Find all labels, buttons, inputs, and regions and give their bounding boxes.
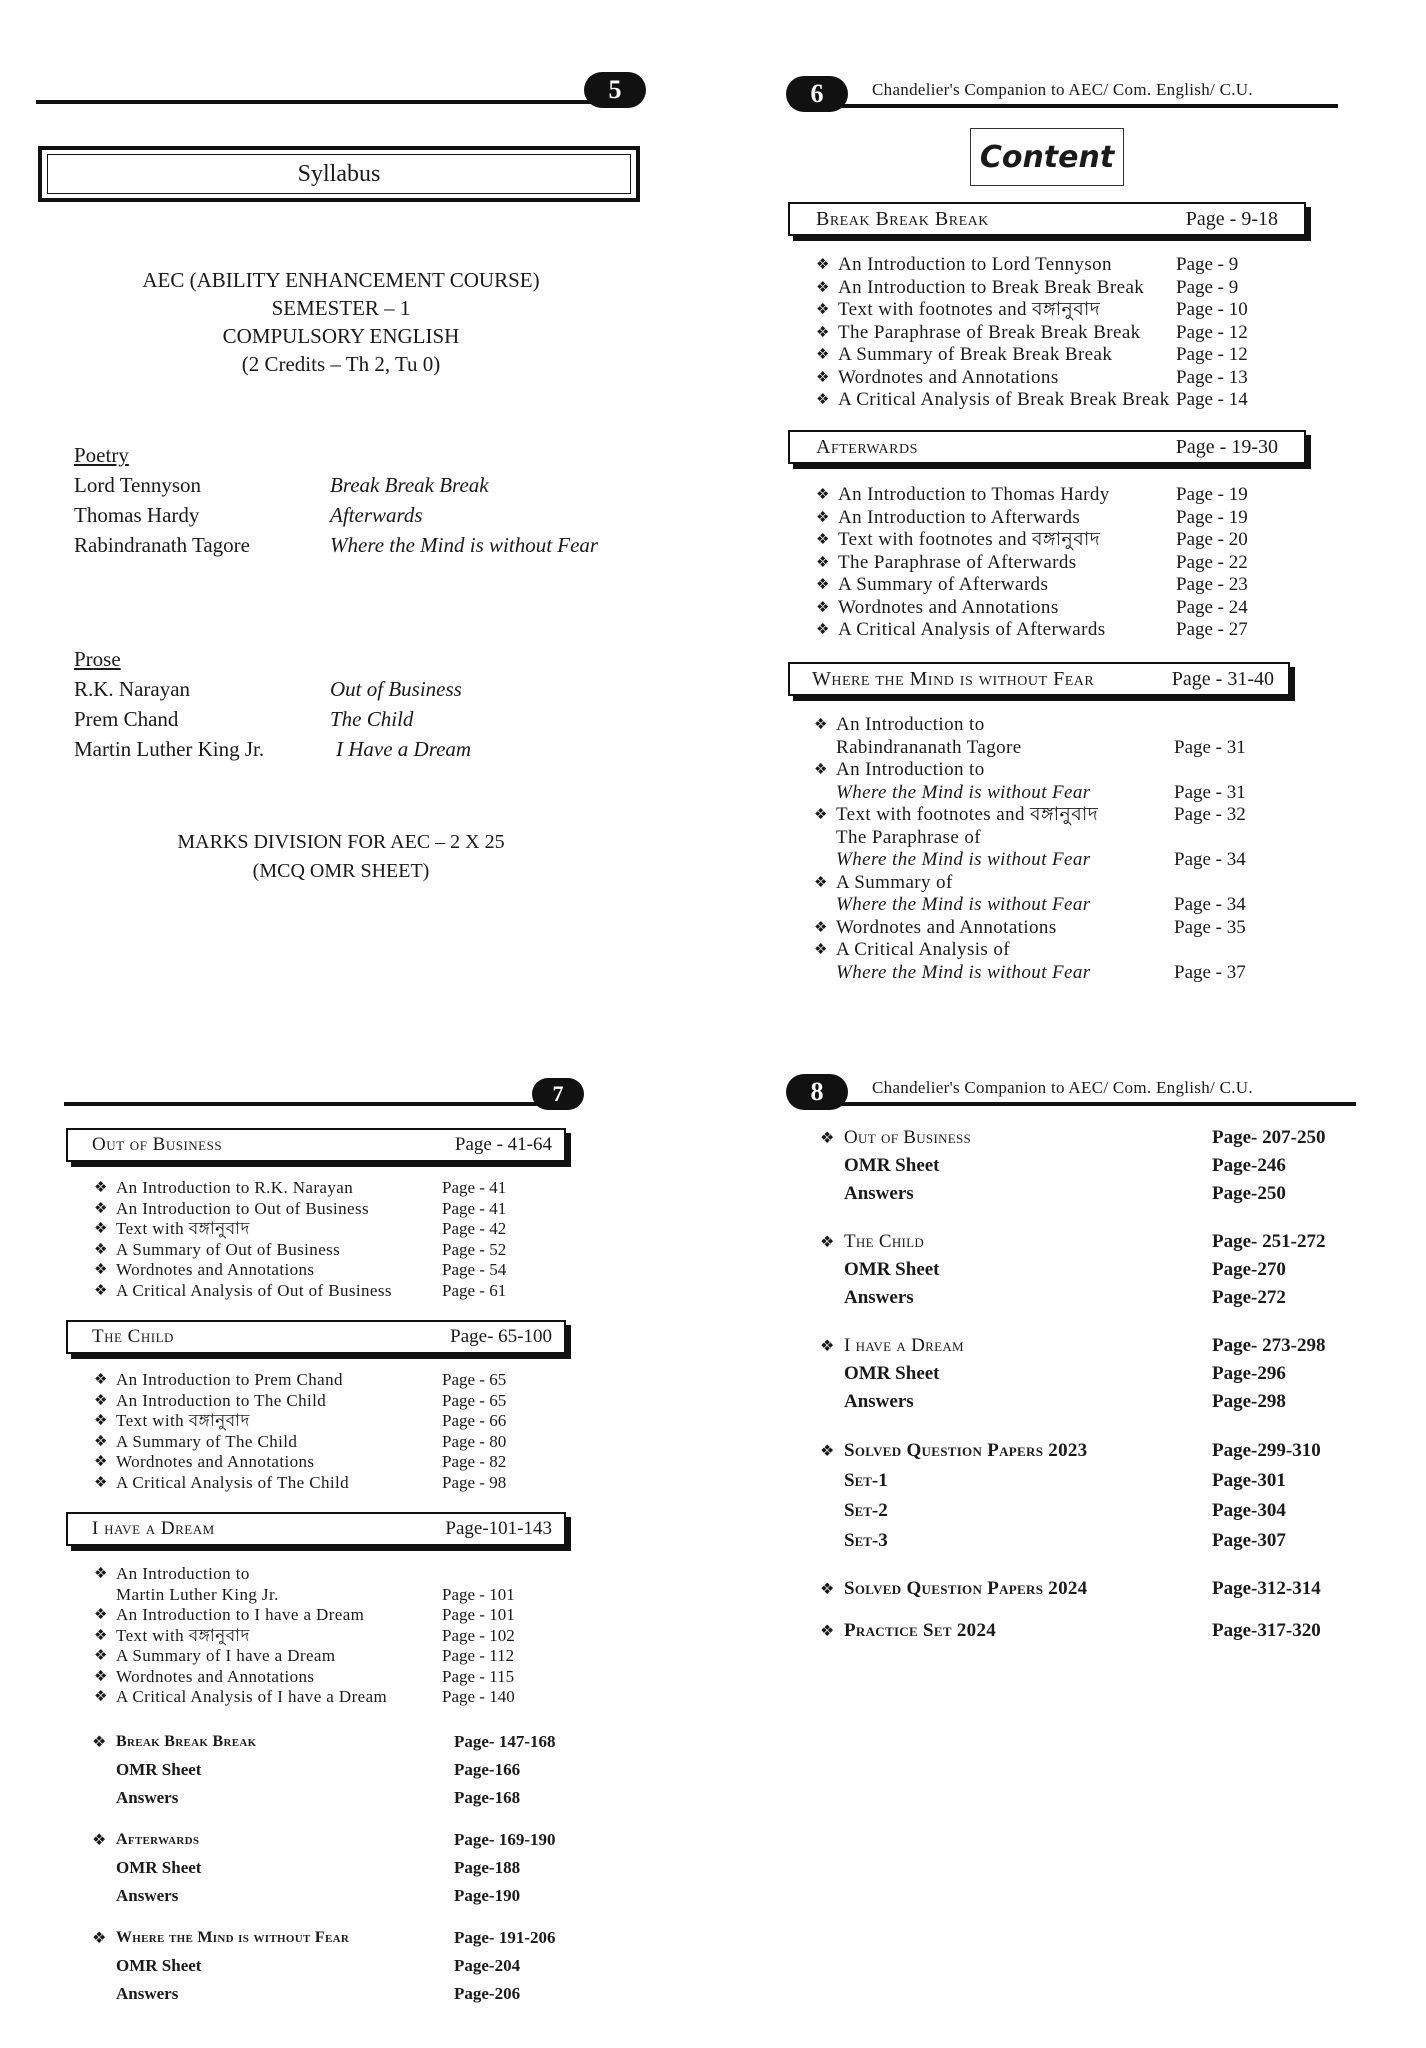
toc-item: Rabindrananath Tagore Page - 31 — [836, 736, 1246, 758]
bullet-icon: ❖ — [816, 347, 830, 363]
page-header — [786, 72, 1338, 112]
toc-item: ❖ An Introduction to Out of Business Page - 41 — [94, 1198, 507, 1218]
toc-item: ❖ An Introduction to Lord Tennyson Page - 9 — [816, 254, 1239, 275]
section-header-out-of-business — [66, 1128, 566, 1162]
toc-item: ❖ A Summary of The Child Page - 80 — [94, 1431, 507, 1451]
toc-item: ❖ An Introduction to Thomas Hardy Page - 19 — [816, 484, 1248, 505]
bullet-icon: ❖ — [816, 577, 830, 593]
work: I Have a Dream — [336, 737, 472, 761]
bullet-icon: ❖ — [94, 1566, 108, 1582]
section-header-afterwards — [788, 430, 1306, 464]
toc-item: ❖ An Introduction to Prem Chand Page - 65 — [94, 1370, 507, 1389]
toc-item: ❖ Text with বঙ্গানুবাদ Page - 66 — [94, 1411, 507, 1430]
toc-item: ❖ Wordnotes and Annotations Page - 54 — [94, 1260, 507, 1279]
bullet-icon: ❖ — [92, 1832, 107, 1849]
bullet-icon: ❖ — [92, 1930, 107, 1947]
bullet-icon: ❖ — [820, 1581, 835, 1598]
toc-item: ❖ A Summary of Break Break Break Page - 12 — [816, 344, 1248, 365]
section-header-the-child — [66, 1320, 566, 1354]
bullet-icon: ❖ — [816, 554, 830, 571]
mcq-group: ❖ The Child Page- 251-272 OMR Sheet Page-270 Answers Page-272 — [820, 1231, 1326, 1308]
syllabus-row — [74, 530, 598, 560]
poetry-section — [74, 440, 598, 560]
bullet-icon: ❖ — [820, 1443, 835, 1460]
work: Break Break Break — [330, 473, 489, 497]
bullet-icon: ❖ — [816, 302, 830, 318]
toc-item: ❖ An Introduction to Afterwards Page - 19 — [816, 506, 1248, 528]
bullet-icon: ❖ — [816, 279, 830, 296]
page-header — [64, 1070, 584, 1110]
author: Rabindranath Tagore — [74, 533, 250, 557]
prose-section — [74, 644, 471, 764]
bullet-icon: ❖ — [816, 369, 830, 386]
syllabus-row — [74, 500, 598, 530]
bullet-icon: ❖ — [94, 1241, 108, 1258]
author: R.K. Narayan — [74, 677, 191, 701]
marks-line: MARKS DIVISION FOR AEC – 2 X 25 — [177, 831, 505, 853]
bullet-icon: ❖ — [816, 622, 830, 638]
toc-item: ❖ The Paraphrase of Break Break Break Page - 12 — [816, 321, 1248, 343]
header-rule — [36, 100, 616, 104]
toc-item: ❖ A Critical Analysis of I have a Dream Page - 140 — [94, 1687, 515, 1706]
toc-item: ❖ An Introduction to — [814, 759, 985, 780]
bullet-icon: ❖ — [94, 1413, 108, 1429]
bullet-icon: ❖ — [814, 874, 828, 891]
page-number-badge: 7 — [532, 1078, 584, 1110]
toc-list — [94, 1564, 564, 1708]
toc-item: ❖ Wordnotes and Annotations Page - 35 — [814, 916, 1246, 938]
mcq-group: ❖ Where the Mind is without Fear Page- 191-206 OMR Sheet Page-204 Answers Page-206 — [92, 1928, 556, 2003]
toc-item: ❖ Text with footnotes and বঙ্গানুবাদ Page - 32 — [814, 804, 1246, 825]
header-rule — [816, 1102, 1356, 1106]
bullet-icon: ❖ — [816, 257, 830, 273]
page-8 — [786, 1070, 1356, 1770]
bullet-icon: ❖ — [820, 1130, 835, 1147]
bullet-icon: ❖ — [94, 1433, 108, 1450]
section-label: Where the Mind is without Fear — [812, 667, 1095, 690]
solved-papers-2024: ❖ Solved Question Papers 2024 Page-312-314 — [820, 1578, 1321, 1599]
bullet-icon: ❖ — [816, 324, 830, 341]
toc-item: ❖ Wordnotes and Annotations Page - 82 — [94, 1452, 507, 1471]
page-header — [36, 68, 646, 108]
toc-list — [816, 484, 1286, 642]
toc-item: ❖ Wordnotes and Annotations Page - 115 — [94, 1666, 515, 1686]
toc-item: ❖ The Paraphrase of Afterwards Page - 22 — [816, 551, 1248, 573]
work: Where the Mind is without Fear — [330, 533, 599, 557]
toc-item: ❖ A Critical Analysis of The Child Page - 98 — [94, 1472, 507, 1492]
toc-item: ❖ A Summary of — [814, 871, 953, 893]
page-header — [786, 1070, 1356, 1110]
bullet-icon: ❖ — [94, 1221, 108, 1237]
page-5 — [36, 68, 646, 882]
bullet-icon: ❖ — [820, 1623, 835, 1640]
author: Prem Chand — [74, 707, 179, 731]
toc-item: ❖ Wordnotes and Annotations Page - 24 — [816, 596, 1248, 618]
toc-item: ❖ Text with footnotes and বঙ্গানুবাদ Page - 20 — [816, 529, 1248, 550]
mcq-group: ❖ I have a Dream Page- 273-298 OMR Sheet Page-296 Answers Page-298 — [820, 1335, 1326, 1412]
bullet-icon: ❖ — [94, 1668, 108, 1685]
bullet-icon: ❖ — [94, 1627, 108, 1644]
syllabus-title: Syllabus — [297, 160, 381, 187]
bullet-icon: ❖ — [814, 807, 828, 823]
course-info — [36, 266, 646, 378]
section-label: Afterwards — [816, 435, 918, 458]
toc-item: Where the Mind is without Fear Page - 34 — [836, 894, 1246, 915]
toc-item: ❖ A Critical Analysis of — [814, 939, 1010, 960]
header-rule — [816, 104, 1338, 108]
bullet-icon: ❖ — [814, 942, 828, 958]
section-pages: Page- 65-100 — [450, 1326, 552, 1347]
bullet-icon: ❖ — [816, 532, 830, 548]
mcq-group: ❖ Afterwards Page- 169-190 OMR Sheet Page-188 Answers Page-190 — [92, 1830, 556, 1905]
course-line: SEMESTER – 1 — [271, 296, 411, 320]
toc-item: Where the Mind is without Fear Page - 31 — [836, 781, 1246, 803]
bullet-icon: ❖ — [94, 1392, 108, 1409]
marks-division — [36, 828, 646, 886]
toc-item: ❖ An Introduction to Break Break Break Page - 9 — [816, 276, 1239, 298]
syllabus-row — [74, 470, 598, 500]
page-6 — [786, 72, 1338, 1012]
section-label: Out of Business — [92, 1134, 223, 1155]
mcq-list — [820, 1124, 1340, 1660]
toc-item: ❖ A Summary of Afterwards Page - 23 — [816, 574, 1248, 595]
section-label: Break Break Break — [816, 207, 989, 230]
bullet-icon: ❖ — [94, 1180, 108, 1196]
section-label: The Child — [92, 1326, 174, 1347]
toc-item: ❖ Text with footnotes and বঙ্গানুবাদ Page - 10 — [816, 299, 1248, 320]
toc-item: ❖ A Summary of I have a Dream Page - 112 — [94, 1646, 515, 1665]
author: Lord Tennyson — [74, 473, 202, 497]
bullet-icon: ❖ — [94, 1372, 108, 1388]
running-title: Chandelier's Companion to AEC/ Com. English/ C.U. — [872, 1078, 1253, 1097]
page-number-badge: 6 — [786, 76, 848, 112]
section-pages: Page-101-143 — [445, 1518, 552, 1539]
bullet-icon: ❖ — [94, 1648, 108, 1664]
header-rule — [64, 1102, 554, 1106]
bullet-icon: ❖ — [94, 1689, 108, 1705]
bullet-icon: ❖ — [816, 487, 830, 503]
toc-item: Where the Mind is without Fear Page - 34 — [836, 849, 1246, 870]
bullet-icon: ❖ — [814, 717, 828, 733]
toc-item: ❖ A Critical Analysis of Out of Business Page - 61 — [94, 1280, 507, 1300]
page-number-badge: 5 — [584, 72, 646, 108]
prose-heading: Prose — [74, 647, 121, 671]
section-header-i-have-a-dream — [66, 1512, 566, 1546]
bullet-icon: ❖ — [814, 762, 828, 778]
page-7 — [64, 1070, 584, 2010]
section-label: I have a Dream — [92, 1518, 215, 1539]
mcq-list — [92, 1728, 572, 2022]
marks-line: (MCQ OMR SHEET) — [252, 860, 430, 882]
toc-list — [814, 714, 1284, 984]
section-header-where-the-mind — [788, 662, 1290, 696]
running-title: Chandelier's Companion to AEC/ Com. English/ C.U. — [872, 80, 1253, 99]
bullet-icon: ❖ — [816, 599, 830, 616]
mcq-group: ❖ Out of Business Page- 207-250 OMR Sheet Page-246 Answers Page-250 — [820, 1127, 1326, 1204]
toc-item: The Paraphrase of — [836, 826, 982, 848]
toc-item: ❖ Wordnotes and Annotations Page - 13 — [816, 366, 1248, 388]
toc-list — [94, 1178, 564, 1301]
bullet-icon: ❖ — [94, 1607, 108, 1623]
syllabus-row — [74, 674, 471, 704]
toc-item: ❖ An Introduction to R.K. Narayan Page - 41 — [94, 1178, 507, 1197]
poetry-heading: Poetry — [74, 443, 129, 467]
content-title-box — [970, 128, 1124, 186]
section-pages: Page - 19-30 — [1175, 435, 1278, 458]
bullet-icon: ❖ — [94, 1454, 108, 1470]
course-line: COMPULSORY ENGLISH — [222, 324, 460, 348]
solved-papers-2023: ❖ Solved Question Papers 2023 Page-299-310 Set-1 Page-301 Set-2 Page-304 Set-3 Page-307 — [820, 1440, 1321, 1551]
content-title: Content — [979, 139, 1115, 175]
bullet-icon: ❖ — [820, 1234, 835, 1251]
practice-set-2024: ❖ Practice Set 2024 Page-317-320 — [820, 1620, 1321, 1641]
work: The Child — [330, 707, 414, 731]
toc-item: ❖ An Introduction to The Child Page - 65 — [94, 1390, 507, 1410]
toc-item: ❖ Text with বঙ্গানুবাদ Page - 42 — [94, 1219, 507, 1238]
bullet-icon: ❖ — [94, 1474, 108, 1491]
author: Thomas Hardy — [74, 503, 200, 527]
work: Afterwards — [330, 503, 423, 527]
section-pages: Page - 41-64 — [454, 1134, 552, 1155]
toc-item: ❖ An Introduction to — [94, 1564, 250, 1583]
syllabus-title-box — [38, 146, 640, 202]
bullet-icon: ❖ — [92, 1734, 107, 1751]
bullet-icon: ❖ — [816, 509, 830, 526]
work: Out of Business — [330, 677, 462, 701]
bullet-icon: ❖ — [94, 1282, 108, 1299]
bullet-icon: ❖ — [94, 1200, 108, 1217]
section-pages: Page - 9-18 — [1185, 207, 1278, 230]
toc-item: ❖ A Summary of Out of Business Page - 52 — [94, 1239, 507, 1259]
toc-item: ❖ A Critical Analysis of Afterwards Page - 27 — [816, 619, 1248, 640]
bullet-icon: ❖ — [94, 1262, 108, 1278]
toc-item: ❖ An Introduction to I have a Dream Page - 101 — [94, 1605, 515, 1624]
section-header-break-break-break — [788, 202, 1306, 236]
section-pages: Page - 31-40 — [1171, 667, 1274, 690]
course-line: (2 Credits – Th 2, Tu 0) — [241, 352, 441, 376]
bullet-icon: ❖ — [814, 919, 828, 936]
page-number-badge: 8 — [786, 1074, 848, 1110]
toc-item: Martin Luther King Jr. Page - 101 — [116, 1584, 515, 1604]
bullet-icon: ❖ — [816, 392, 830, 408]
toc-item: ❖ An Introduction to — [814, 714, 985, 735]
syllabus-row — [74, 704, 471, 734]
bullet-icon: ❖ — [820, 1338, 835, 1355]
toc-item: ❖ Text with বঙ্গানুবাদ Page - 102 — [94, 1625, 515, 1645]
mcq-group: ❖ Break Break Break Page- 147-168 OMR Sheet Page-166 Answers Page-168 — [92, 1732, 556, 1807]
toc-item: Where the Mind is without Fear Page - 37 — [836, 961, 1246, 983]
toc-item: ❖ A Critical Analysis of Break Break Break Page - 14 — [816, 389, 1248, 410]
toc-list — [94, 1370, 564, 1493]
toc-list — [816, 254, 1286, 412]
syllabus-row — [74, 734, 471, 764]
course-line: AEC (ABILITY ENHANCEMENT COURSE) — [142, 268, 540, 292]
author: Martin Luther King Jr. — [74, 737, 265, 761]
